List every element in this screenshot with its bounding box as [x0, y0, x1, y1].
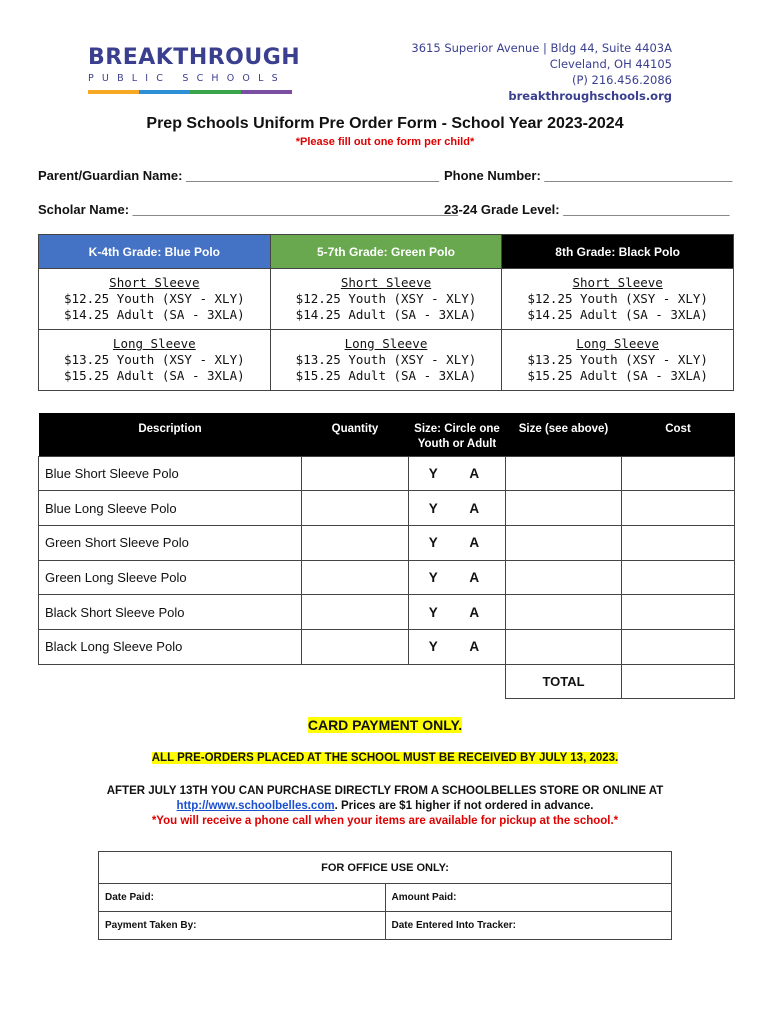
- size-cell[interactable]: [506, 595, 622, 630]
- short-sleeve-label: Short Sleeve: [109, 275, 200, 290]
- payment-taken-by-field[interactable]: Payment Taken By:: [99, 912, 386, 940]
- cost-cell[interactable]: [622, 629, 735, 664]
- price-cell-short-k4: [39, 269, 271, 330]
- short-sleeve-label: Short Sleeve: [340, 275, 432, 290]
- size-circle-cell[interactable]: [409, 629, 506, 664]
- item-description: Green Long Sleeve Polo: [39, 560, 302, 595]
- price-cell-long-8: [502, 330, 734, 391]
- quantity-cell[interactable]: [302, 491, 409, 526]
- date-paid-field[interactable]: Date Paid:: [99, 884, 386, 912]
- cost-cell[interactable]: [622, 560, 735, 595]
- size-circle-cell[interactable]: [409, 560, 506, 595]
- order-row: [39, 525, 735, 560]
- long-youth-price: $13.25 Youth (XSY - XLY): [295, 352, 477, 367]
- youth-option[interactable]: Y: [428, 604, 438, 620]
- cost-cell[interactable]: [622, 491, 735, 526]
- scholar-name-field[interactable]: Scholar Name: _____________________________________________: [38, 202, 458, 217]
- logo-color-bar: [88, 90, 292, 94]
- blank-cell: [39, 664, 302, 699]
- logo-bar-segment: [190, 90, 241, 94]
- size-circle-line-1: Size: Circle one: [414, 423, 500, 435]
- order-row: [39, 456, 735, 491]
- logo-bar-segment: [241, 90, 292, 94]
- price-cell-long-k4: [39, 330, 271, 391]
- long-sleeve-label: Long Sleeve: [576, 336, 660, 351]
- col-header-quantity: Quantity: [302, 413, 409, 456]
- price-header-8: 8th Grade: Black Polo: [502, 235, 734, 269]
- col-header-size-circle: [409, 413, 506, 456]
- schoolbelles-link[interactable]: http://www.schoolbelles.com: [176, 800, 335, 812]
- youth-option[interactable]: Y: [428, 500, 438, 516]
- size-cell[interactable]: [506, 560, 622, 595]
- logo-sub-text: PUBLIC SCHOOLS: [88, 73, 286, 84]
- total-label: TOTAL: [506, 664, 622, 699]
- adult-option[interactable]: A: [469, 604, 480, 620]
- item-description: Green Short Sleeve Polo: [39, 525, 302, 560]
- long-adult-price: $15.25 Adult (SA - 3XLA): [527, 368, 708, 383]
- total-cost-cell[interactable]: [622, 664, 735, 699]
- adult-option[interactable]: A: [469, 535, 480, 551]
- blank-cell: [302, 664, 409, 699]
- price-table: [38, 234, 734, 391]
- col-header-cost: Cost: [622, 413, 735, 456]
- amount-paid-field[interactable]: Amount Paid:: [385, 884, 672, 912]
- youth-option[interactable]: Y: [428, 639, 438, 655]
- size-circle-cell[interactable]: [409, 595, 506, 630]
- long-youth-price: $13.25 Youth (XSY - XLY): [64, 352, 245, 367]
- short-adult-price: $14.25 Adult (SA - 3XLA): [295, 307, 477, 322]
- date-entered-field[interactable]: Date Entered Into Tracker:: [385, 912, 672, 940]
- office-use-table: [98, 851, 672, 940]
- school-website[interactable]: breakthroughschools.org: [508, 89, 672, 103]
- youth-option[interactable]: Y: [428, 569, 438, 585]
- item-description: Blue Short Sleeve Polo: [39, 456, 302, 491]
- youth-option[interactable]: Y: [428, 465, 438, 481]
- price-cell-short-8: [502, 269, 734, 330]
- adult-option[interactable]: A: [469, 465, 480, 481]
- phone-number-field[interactable]: Phone Number: __________________________: [444, 168, 733, 183]
- grade-level-field[interactable]: 23-24 Grade Level: _______________________: [444, 202, 730, 217]
- address-line-2: Cleveland, OH 44105: [549, 57, 672, 71]
- short-youth-price: $12.25 Youth (XSY - XLY): [64, 291, 245, 306]
- size-cell[interactable]: [506, 491, 622, 526]
- short-adult-price: $14.25 Adult (SA - 3XLA): [64, 307, 245, 322]
- long-adult-price: $15.25 Adult (SA - 3XLA): [64, 368, 245, 383]
- long-sleeve-label: Long Sleeve: [344, 336, 428, 351]
- cost-cell[interactable]: [622, 525, 735, 560]
- item-description: Black Short Sleeve Polo: [39, 595, 302, 630]
- school-address-block: [411, 40, 672, 104]
- after-deadline-line-1: AFTER JULY 13TH YOU CAN PURCHASE DIRECTLY FROM A SCHOOLBELLES STORE OR ONLINE AT: [106, 785, 664, 797]
- adult-option[interactable]: A: [469, 569, 480, 585]
- after-deadline-line-2: [0, 799, 770, 814]
- short-youth-price: $12.25 Youth (XSY - XLY): [295, 291, 477, 306]
- deadline-notice: [0, 752, 770, 764]
- item-description: Black Long Sleeve Polo: [39, 629, 302, 664]
- size-circle-line-2: Youth or Adult: [417, 438, 497, 450]
- long-adult-price: $15.25 Adult (SA - 3XLA): [295, 368, 477, 383]
- form-title: Prep Schools Uniform Pre Order Form - School Year 2023-2024: [146, 115, 624, 132]
- cost-cell[interactable]: [622, 595, 735, 630]
- parent-name-field[interactable]: Parent/Guardian Name: ___________________________________: [38, 168, 440, 183]
- card-payment-text: CARD PAYMENT ONLY.: [307, 717, 463, 733]
- order-row: [39, 491, 735, 526]
- after-deadline-notice: [0, 784, 770, 814]
- address-line-1: 3615 Superior Avenue | Bldg 44, Suite 4403A: [411, 41, 672, 55]
- logo-bar-segment: [88, 90, 139, 94]
- office-use-title: FOR OFFICE USE ONLY:: [99, 852, 672, 884]
- price-header-k4: K-4th Grade: Blue Polo: [39, 235, 271, 269]
- school-logo: [88, 45, 301, 94]
- price-cell-long-5-7: [270, 330, 502, 391]
- quantity-cell[interactable]: [302, 456, 409, 491]
- adult-option[interactable]: A: [469, 639, 480, 655]
- logo-main-text: BREAKTHROUGH: [88, 45, 301, 70]
- blank-cell: [409, 664, 506, 699]
- quantity-cell[interactable]: [302, 629, 409, 664]
- long-sleeve-label: Long Sleeve: [112, 336, 196, 351]
- deadline-text: ALL PRE-ORDERS PLACED AT THE SCHOOL MUST BE RECEIVED BY JULY 13, 2023.: [151, 752, 619, 764]
- size-cell[interactable]: [506, 456, 622, 491]
- quantity-cell[interactable]: [302, 525, 409, 560]
- short-adult-price: $14.25 Adult (SA - 3XLA): [527, 307, 708, 322]
- col-header-size: Size (see above): [506, 413, 622, 456]
- short-sleeve-label: Short Sleeve: [572, 275, 663, 290]
- short-youth-price: $12.25 Youth (XSY - XLY): [527, 291, 708, 306]
- long-youth-price: $13.25 Youth (XSY - XLY): [527, 352, 708, 367]
- cost-cell[interactable]: [622, 456, 735, 491]
- form-subtitle: *Please fill out one form per child*: [295, 136, 475, 148]
- price-note: . Prices are $1 higher if not ordered in advance.: [334, 800, 594, 812]
- order-row: [39, 595, 735, 630]
- item-description: Blue Long Sleeve Polo: [39, 491, 302, 526]
- size-circle-cell[interactable]: [409, 456, 506, 491]
- card-payment-notice: [0, 717, 770, 733]
- order-row: [39, 560, 735, 595]
- size-circle-cell[interactable]: [409, 491, 506, 526]
- phone-call-notice: *You will receive a phone call when your items are available for pickup at the school.*: [151, 815, 619, 827]
- youth-option[interactable]: Y: [428, 535, 438, 551]
- school-phone: (P) 216.456.2086: [571, 73, 672, 87]
- price-cell-short-5-7: [270, 269, 502, 330]
- quantity-cell[interactable]: [302, 595, 409, 630]
- col-header-description: Description: [39, 413, 302, 456]
- size-circle-cell[interactable]: [409, 525, 506, 560]
- order-table: [38, 413, 735, 699]
- price-header-5-7: 5-7th Grade: Green Polo: [270, 235, 502, 269]
- quantity-cell[interactable]: [302, 560, 409, 595]
- adult-option[interactable]: A: [469, 500, 480, 516]
- size-cell[interactable]: [506, 629, 622, 664]
- order-row: [39, 629, 735, 664]
- logo-bar-segment: [139, 90, 190, 94]
- size-cell[interactable]: [506, 525, 622, 560]
